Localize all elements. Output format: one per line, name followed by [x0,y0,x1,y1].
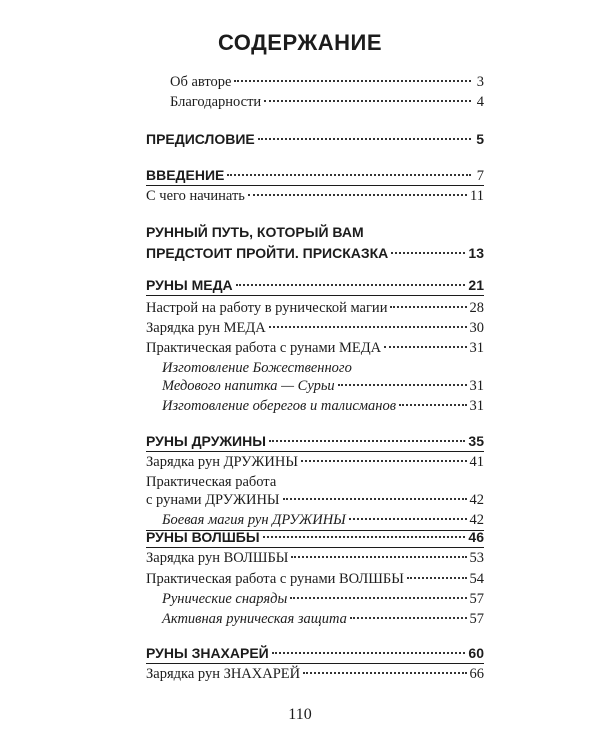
toc-section [146,643,484,663]
toc-entry [170,92,484,112]
toc-entry-page: 54 [469,571,484,587]
toc-entry [146,298,484,318]
toc-entry-page: 31 [469,340,484,356]
toc-entry-page: 11 [470,188,484,204]
toc-entry-page: 41 [469,454,484,470]
leader-dots [391,251,465,254]
toc-entry-title: Настрой на работу в рунической магии [146,300,388,316]
toc-entry-title: Практическая работа с рунами МЕДА [146,340,382,356]
leader-dots [283,497,467,500]
toc-entry-title: Изготовление оберегов и талисманов [162,398,396,414]
toc-entry-page: 28 [469,300,484,316]
section-rule [146,295,484,296]
toc-entry-title: Зарядка рун МЕДА [146,320,266,336]
toc-subentry [162,376,484,396]
leader-dots [338,383,467,386]
toc-section-line1: РУННЫЙ ПУТЬ, КОТОРЫЙ ВАМ [146,224,364,240]
toc-entry-title: Благодарности [170,94,262,110]
toc-entry-page: 31 [469,398,484,414]
toc-section [146,243,484,263]
toc-entry-page: 35 [468,433,484,449]
toc-entry-title: с рунами ДРУЖИНЫ [146,492,280,508]
toc-entry [146,452,484,472]
toc-entry-page: 30 [469,320,484,336]
toc-section [146,129,484,149]
leader-dots [384,345,466,348]
toc-entry-page: 57 [469,611,484,627]
toc-entry-page: 3 [476,74,484,90]
leader-dots [291,555,466,558]
toc-entry-page: 31 [469,378,484,394]
toc-entry-page: 7 [476,168,484,184]
toc-entry-title: Медового напитка — Сурьи [162,378,335,394]
toc-entry-title: ПРЕДИСЛОВИЕ [146,131,255,147]
toc-entry-title: РУНЫ ДРУЖИНЫ [146,433,266,449]
toc-entry-page: 4 [476,94,484,110]
leader-dots [349,517,467,520]
leader-dots [269,325,467,328]
toc-entry [146,569,484,589]
toc-subentry [162,589,484,609]
toc-entry-title: Зарядка рун ВОЛШБЫ [146,550,289,566]
leader-dots [390,305,466,308]
leader-dots [234,79,471,82]
leader-dots [290,596,466,599]
toc-entry [146,186,484,206]
leader-dots [236,283,466,286]
toc-entry-title: РУНЫ ВОЛШБЫ [146,529,260,545]
toc-section [146,165,484,186]
leader-dots [269,439,465,442]
toc-entry [170,72,484,92]
toc-entry-title: Активная руническая защита [162,611,347,627]
leader-dots [264,99,471,102]
toc-entry-page: 5 [476,131,484,147]
toc-entry [146,338,484,358]
leader-dots [301,459,466,462]
toc-entry-line1: Практическая работа [146,474,277,490]
toc-entry-page: 66 [469,666,484,682]
toc-entry-title: ПРЕДСТОИТ ПРОЙТИ. ПРИСКАЗКА [146,245,389,261]
leader-dots [272,651,466,654]
leader-dots [407,576,467,579]
toc-entry [146,490,484,510]
toc-subentry-line1: Изготовление Божественного [162,360,352,376]
toc-entry-title: Об авторе [170,74,232,90]
toc-entry-title: Зарядка рун ДРУЖИНЫ [146,454,299,470]
toc-entry [146,318,484,338]
page-title: СОДЕРЖАНИЕ [217,30,383,55]
toc-entry-title: РУНЫ МЕДА [146,277,233,293]
toc-entry [146,664,484,684]
leader-dots [263,535,466,538]
toc-entry-title: РУНЫ ЗНАХАРЕЙ [146,645,269,661]
toc-entry-page: 42 [469,512,484,528]
toc-entry-title: Рунические снаряды [162,591,288,607]
toc-entry-title: С чего начинать [146,188,245,204]
toc-subentry [162,609,484,629]
toc-entry-page: 42 [469,492,484,508]
toc-subentry [162,396,484,416]
toc-entry-page: 60 [468,645,484,661]
toc-entry-title: Практическая работа с рунами ВОЛШБЫ [146,571,404,587]
toc-entry-title: Боевая магия рун ДРУЖИНЫ [162,512,346,528]
toc-section [146,431,484,451]
toc-entry-title: ВВЕДЕНИЕ [146,167,225,183]
toc-entry-page: 13 [468,245,484,261]
toc-entry-page: 46 [468,529,484,545]
toc-entry-page: 57 [469,591,484,607]
leader-dots [248,193,467,196]
leader-dots [303,671,466,674]
toc-section [146,275,484,295]
toc-entry-title: Зарядка рун ЗНАХАРЕЙ [146,666,301,682]
toc-entry-page: 53 [469,550,484,566]
toc-section [146,527,484,547]
leader-dots [258,137,471,140]
leader-dots [399,403,467,406]
leader-dots [350,616,467,619]
leader-dots [227,173,471,176]
toc-entry [146,548,484,568]
page-number: 110 [288,706,312,723]
toc-entry-page: 21 [468,277,484,293]
